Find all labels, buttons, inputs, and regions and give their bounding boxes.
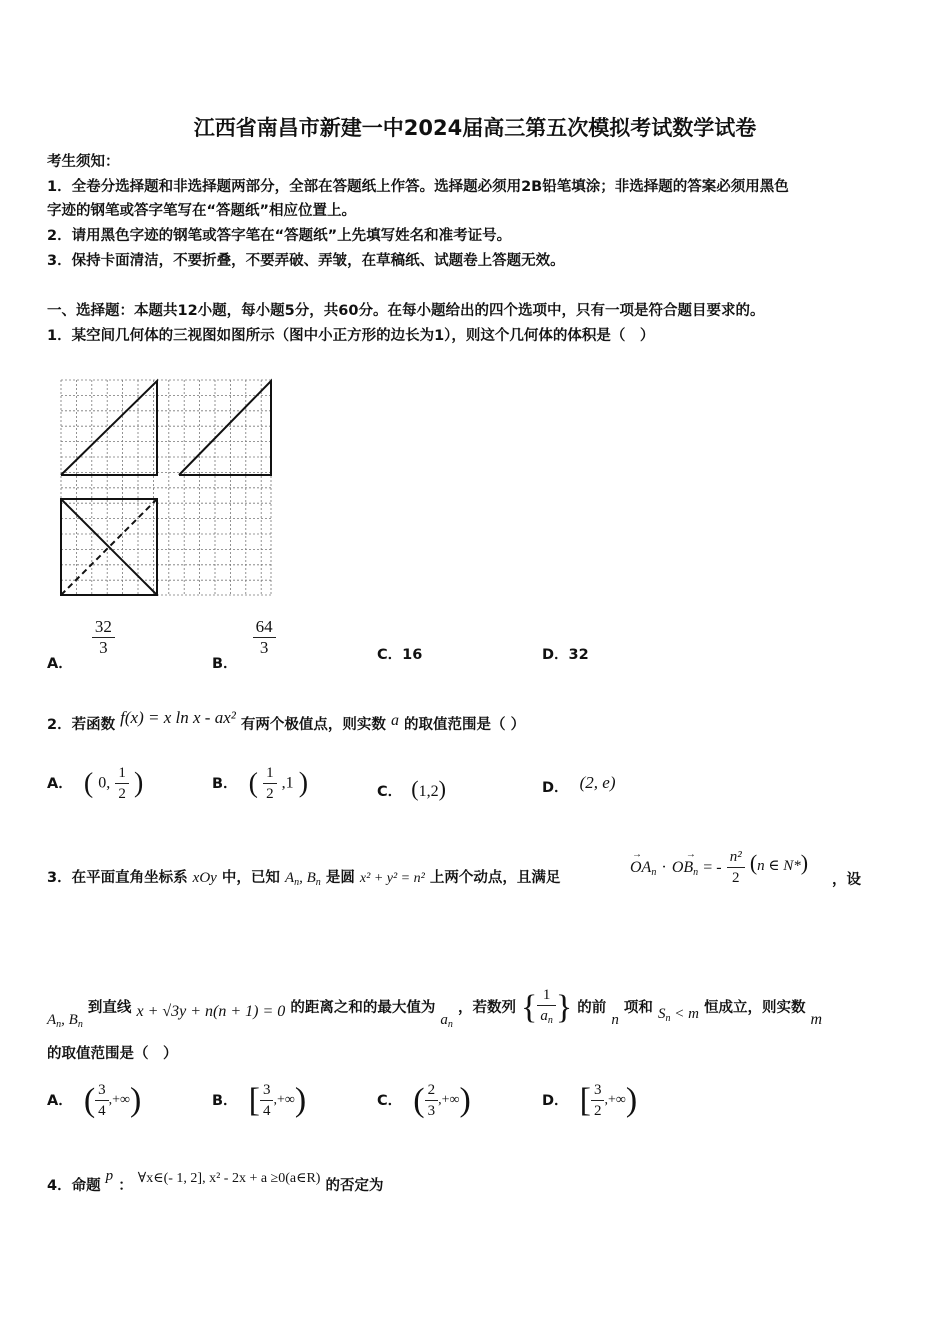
q3-dot-rhs: OB — [671, 859, 694, 876]
q2-b-label: B． — [212, 776, 238, 792]
q1-option-b-fraction — [253, 617, 276, 658]
q2-a-num: 1 — [115, 763, 129, 784]
q3-d-den: 2 — [593, 1103, 602, 1119]
question-3-line-1: 3．在平面直角坐标系 xOy 中，已知 $A_n$, $B_n$ 是圆 x² + y² = n² 上两个动点，且满足 — [47, 870, 561, 888]
q2-a-fraction — [115, 763, 129, 804]
q2-a-label: A． — [47, 776, 73, 792]
q3-line2-e: 项和 — [623, 1000, 653, 1016]
q3-option-d[interactable]: D． [ $\frac{3}{2}$ ,+∞) — [542, 1081, 638, 1119]
q2-a-den: 2 — [118, 786, 126, 802]
question-3-line-2: $A_n$, $B_n$ 到直线 x + √3y + n(n + 1) = 0 的距离之和的最大值为 $a_n$ ，若数列 { $\frac{1}{a_n}$ } 的前 n 项和 $S_n < m$ 恒成立，则实数 m — [47, 987, 823, 1030]
q3-c-fraction — [425, 1080, 439, 1121]
question-4 — [47, 1168, 384, 1197]
section-heading: 一、选择题：本题共12小题，每小题5分，共60分。在每小题给出的四个选项中，只有一项是符合题目要求的。 — [47, 303, 765, 319]
q2-formula: f(x) = x ln x - ax² — [120, 708, 236, 727]
q3-a-num: 3 — [95, 1080, 109, 1101]
q1-option-a[interactable] — [47, 617, 112, 672]
q1-option-a-label: A． — [47, 656, 73, 672]
q3-c-label: C． — [377, 1093, 403, 1109]
page-title: 江西省南昌市新建一中2024届高三第五次模拟考试数学试卷 — [193, 116, 757, 140]
q3-seq-num: 1 — [537, 985, 556, 1006]
q3-sn: S — [657, 1006, 666, 1022]
question-2 — [47, 708, 526, 735]
q3-b-fraction — [260, 1080, 274, 1121]
q1-a-den: 3 — [99, 638, 108, 657]
q3-part5: ，设 — [832, 872, 861, 888]
q3-an-letter: A — [284, 870, 295, 886]
q3-d-fraction — [591, 1080, 605, 1121]
q3-b-label: B． — [212, 1093, 238, 1109]
q3-line2-f: 恒成立，则实数 — [703, 1000, 806, 1016]
question-1-text: 1．某空间几何体的三视图如图所示（图中小正方形的边长为1），则这个几何体的体积是（ ） — [47, 328, 655, 344]
q3-a-inf: ,+∞ — [108, 1092, 131, 1108]
q3-part1: 3．在平面直角坐标系 — [47, 870, 188, 886]
q3-xoy: xOy — [192, 870, 217, 886]
q1-a-num: 32 — [94, 617, 112, 636]
q2-option-d[interactable] — [542, 773, 616, 797]
q3-d-label: D． — [542, 1093, 569, 1109]
q4-p: p — [105, 1168, 114, 1184]
q2-c-val: 1,2 — [418, 783, 439, 800]
q2-option-b[interactable]: B． ( $\frac{1}{2}$ ,1 ) — [212, 765, 309, 802]
q3-part2: 中，已知 — [221, 870, 280, 886]
q3-m: m — [810, 1011, 823, 1028]
q3-line2-c: ，若数列 — [457, 1000, 516, 1016]
q4-prefix: 4．命题 — [47, 1178, 101, 1194]
q2-b-num: 1 — [263, 763, 277, 784]
three-view-figure — [55, 375, 280, 600]
q4-formula: ∀x∈(- 1, 2], x² - 2x + a ≥0(a∈R) — [137, 1171, 321, 1186]
q3-option-b[interactable]: B． [ $\frac{3}{4}$ ,+∞) — [212, 1081, 307, 1119]
notice-item-3: 3．保持卡面清洁，不要折叠，不要弄破、弄皱，在草稿纸、试题卷上答题无效。 — [47, 253, 565, 269]
q3-a-label: A． — [47, 1093, 73, 1109]
q3-c-den: 3 — [427, 1103, 436, 1119]
q2-b-right: ,1 — [281, 774, 294, 792]
q3-seq-fraction: $\frac{1}{a_n}$ — [537, 985, 556, 1031]
q3-a-den: 4 — [98, 1103, 106, 1119]
q2-option-a[interactable]: A． ( 0, $\frac{1}{2}$ ) — [47, 765, 144, 802]
q3-d-inf: ,+∞ — [604, 1092, 626, 1108]
q2-suffix: 的取值范围是（ ） — [404, 717, 526, 733]
q4-suffix: 的否定为 — [325, 1178, 384, 1194]
notice-item-1: 1．全卷分选择题和非选择题两部分，全部在答题纸上作答。选择题必须用2B铅笔填涂；非选择题的答案必须用黑色 — [47, 179, 789, 195]
q1-option-b-label: B． — [212, 656, 238, 672]
q3-line-eq: x + √3y + n(n + 1) = 0 — [136, 1003, 286, 1020]
q3-b-inf: ,+∞ — [273, 1092, 295, 1108]
q2-b-fraction — [263, 763, 277, 804]
q3-cond: n ∈ N* — [757, 858, 801, 874]
q3-frac — [727, 847, 745, 888]
q2-prefix: 2．若函数 — [47, 717, 116, 733]
q2-middle: 有两个极值点，则实数 — [240, 717, 386, 733]
q3-option-c[interactable]: C． ( $\frac{2}{3}$ ,+∞) — [377, 1081, 471, 1119]
q1-option-b[interactable] — [212, 617, 273, 672]
q2-a-left: 0, — [98, 774, 111, 792]
q3-line2-d: 的前 — [577, 1000, 607, 1016]
q1-option-d[interactable]: D．32 — [542, 647, 589, 663]
notice-item-1-cont: 字迹的钢笔或答字笔写在“答题纸”相应位置上。 — [47, 203, 357, 219]
q3-part4: 上两个动点，且满足 — [429, 870, 561, 886]
q3-b-den: 4 — [262, 1103, 271, 1119]
notice-heading: 考生须知： — [47, 154, 120, 170]
q3-d-num: 3 — [591, 1080, 605, 1101]
q2-c-label: C． — [377, 784, 403, 800]
q3-option-a[interactable]: A． ( $\frac{3}{4}$ ,+∞) — [47, 1081, 142, 1119]
q1-option-c[interactable]: C．16 — [377, 647, 423, 663]
q3-circle: x² + y² = n² — [359, 871, 425, 886]
q3-part3: 是圆 — [325, 870, 355, 886]
q3-c-num: 2 — [425, 1080, 439, 1101]
q1-option-a-fraction — [92, 617, 115, 658]
q2-option-c[interactable]: C． (1,2) — [377, 776, 446, 801]
q3-b-num: 3 — [260, 1080, 274, 1101]
q3-a-fraction — [95, 1080, 109, 1121]
q3-an: a — [440, 1012, 448, 1028]
q2-var: a — [390, 712, 399, 729]
question-3-line-3: 的取值范围是（ ） — [47, 1046, 178, 1062]
q2-d-val: (2, e) — [579, 773, 616, 792]
q4-colon: ： — [118, 1178, 133, 1194]
q3-n: n — [611, 1012, 619, 1028]
q3-c-inf: ,+∞ — [438, 1092, 460, 1108]
q2-d-label: D． — [542, 780, 569, 796]
q3-frac-num: n² — [727, 847, 745, 868]
q2-b-den: 2 — [266, 786, 274, 802]
q3-line2-b: 的距离之和的最大值为 — [290, 1000, 436, 1016]
q1-b-num: 64 — [255, 617, 273, 636]
q3-line2-a: 到直线 — [87, 1000, 132, 1016]
q3-dot-product: → $OA_n$ · → $OB_n$ = - $\frac{\text{n²}}{2}$ (n ∈ N*) — [630, 849, 809, 886]
notice-item-2: 2．请用黑色字迹的钢笔或答字笔在“答题纸”上先填写姓名和准考证号。 — [47, 228, 512, 244]
q1-b-den: 3 — [259, 638, 269, 657]
q3-frac-den: 2 — [731, 870, 740, 886]
q3-dot-lhs: OA — [630, 859, 652, 876]
